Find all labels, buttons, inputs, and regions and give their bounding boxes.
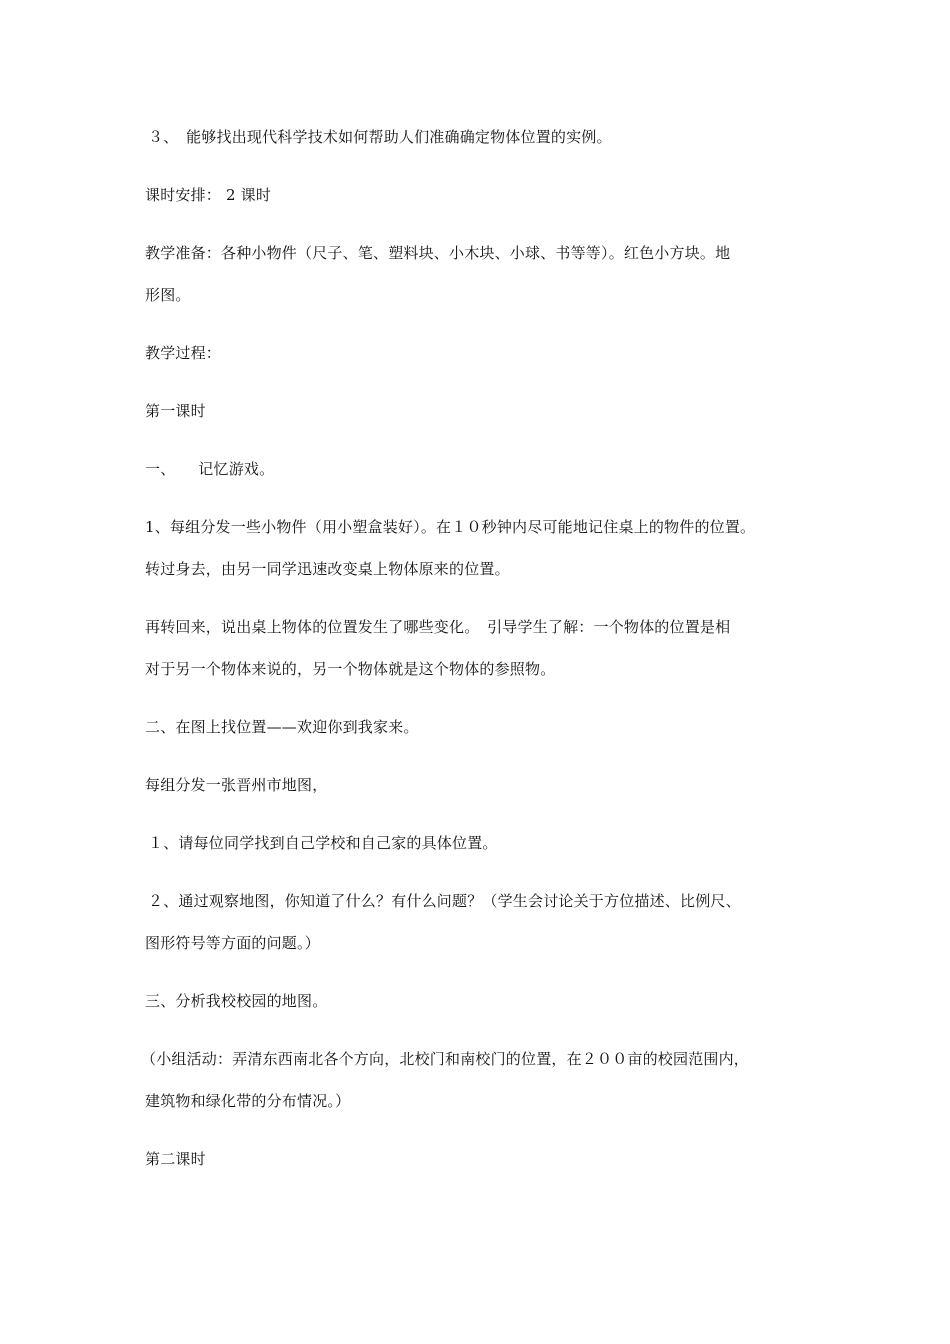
section-3-heading: 三、分析我校校园的地图。 xyxy=(145,992,328,1010)
objective-item-3: ３、 能够找出现代科学技术如何帮助人们准确确定物体位置的实例。 xyxy=(148,128,612,146)
section-3-activity-line-1: （小组活动：弄清东西南北各个方向，北校门和南校门的位置，在２００亩的校园范围内， xyxy=(141,1050,750,1068)
lesson-schedule: 课时安排： 2 课时 xyxy=(145,186,272,204)
section-2-step-2-line-2: 图形符号等方面的问题。） xyxy=(145,934,320,952)
section-1-step-1-line-1: 1、每组分发一些小物件（用小塑盒装好）。在１０秒钟内尽可能地记住桌上的物件的位置。 xyxy=(145,518,756,536)
section-2-step-2-line-1: ２、通过观察地图，你知道了什么？有什么问题？（学生会讨论关于方位描述、比例尺、 xyxy=(148,892,741,910)
section-3-activity-line-2: 建筑物和绿化带的分布情况。） xyxy=(145,1092,351,1110)
section-1-step-1-line-2: 转过身去，由另一同学迅速改变桌上物体原来的位置。 xyxy=(145,560,510,578)
section-1-guide-line-2: 对于另一个物体来说的，另一个物体就是这个物体的参照物。 xyxy=(145,660,556,678)
second-lesson-heading: 第二课时 xyxy=(145,1150,206,1168)
first-lesson-heading: 第一课时 xyxy=(145,402,206,420)
teaching-prep-line-1: 教学准备：各种小物件（尺子、笔、塑料块、小木块、小球、书等等）。红色小方块。地 xyxy=(145,244,731,262)
section-2-step-1: １、请每位同学找到自己学校和自己家的具体位置。 xyxy=(148,834,498,852)
teaching-process-heading: 教学过程： xyxy=(145,344,222,362)
teaching-prep-line-2: 形图。 xyxy=(145,286,191,304)
section-2-heading: 二、在图上找位置——欢迎你到我家来。 xyxy=(145,718,419,736)
section-1-guide-line-1: 再转回来，说出桌上物体的位置发生了哪些变化。 引导学生了解：一个物体的位置是相 xyxy=(145,618,731,636)
section-1-heading: 一、 记忆游戏。 xyxy=(145,460,275,478)
section-2-intro: 每组分发一张晋州市地图， xyxy=(145,776,328,794)
